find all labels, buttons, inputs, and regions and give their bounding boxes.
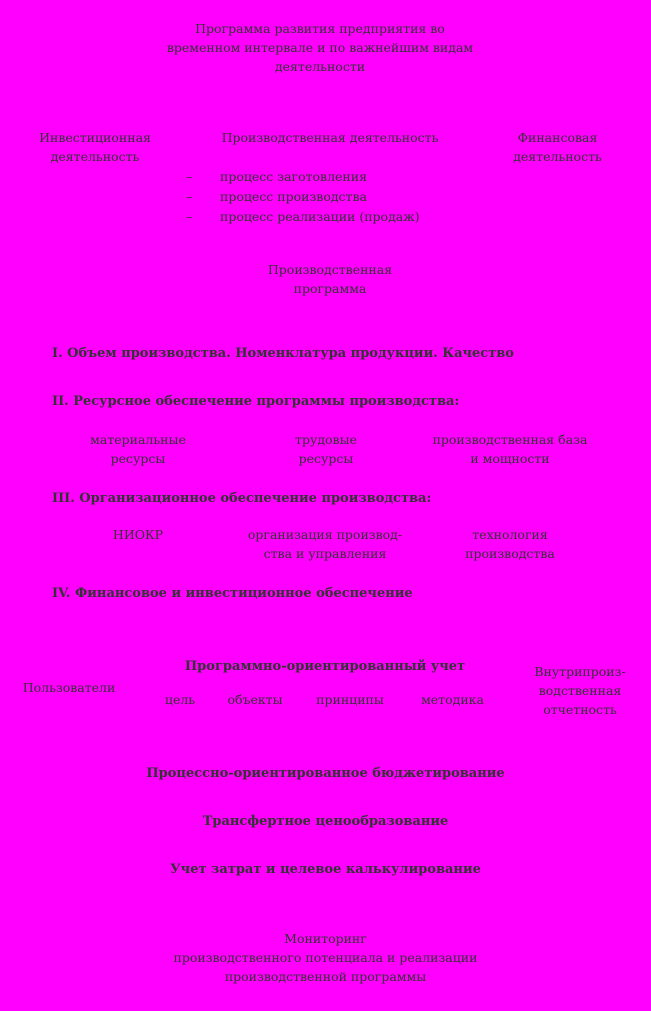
labor-line-1: трудовые xyxy=(295,432,357,447)
rnd-item xyxy=(88,525,188,544)
process-budgeting: Процессно-ориентированное бюджетирование xyxy=(146,766,505,781)
investment-activity xyxy=(20,128,170,166)
financial-line-2: деятельность xyxy=(513,149,602,164)
technology-line-1: технология xyxy=(472,527,548,542)
financial-activity xyxy=(490,128,625,166)
organization-line-1: организация производ- xyxy=(247,527,403,542)
program-line-1: Производственная xyxy=(267,262,393,277)
organization-line-2: ства и управления xyxy=(263,546,387,561)
investment-line-1: Инвестиционная xyxy=(39,130,151,145)
accounting-goal: цель xyxy=(164,692,196,707)
labor-line-2: ресурсы xyxy=(298,451,354,466)
base-line-2: и мощности xyxy=(470,451,550,466)
section-3-heading: III. Организационное обеспечение производства: xyxy=(52,491,432,506)
title-line-3: деятельности xyxy=(274,59,366,74)
monitoring xyxy=(0,929,651,986)
material-resources xyxy=(68,430,208,468)
rnd-line-1: НИОКР xyxy=(112,527,164,542)
reporting-line-3: отчетность xyxy=(543,702,617,717)
title-line-1: Программа развития предприятия во xyxy=(195,21,445,36)
financial-line-1: Финансовая xyxy=(517,130,598,145)
dash-bullet: – xyxy=(186,209,193,224)
dash-bullet: – xyxy=(186,169,193,184)
investment-line-2: деятельность xyxy=(50,149,140,164)
monitoring-line-1: Мониторинг xyxy=(284,931,367,946)
title-line-2: временном интервале и по важнейшим видам xyxy=(166,40,474,55)
internal-reporting xyxy=(520,662,640,719)
labor-resources xyxy=(256,430,396,468)
reporting-line-1: Внутрипроиз- xyxy=(534,664,626,679)
transfer-pricing: Трансфертное ценообразование xyxy=(202,814,449,829)
production-activity xyxy=(205,128,455,147)
process-item-label: процесс производства xyxy=(220,189,367,204)
section-2-heading: II. Ресурсное обеспечение программы производства: xyxy=(52,394,460,409)
production-label: Производственная деятельность xyxy=(221,130,439,145)
accounting-principles: принципы xyxy=(316,692,384,707)
reporting-line-2: водственная xyxy=(538,683,622,698)
technology-line-2: производства xyxy=(465,546,555,561)
cost-accounting: Учет затрат и целевое калькулирование xyxy=(170,862,481,877)
production-program xyxy=(250,260,410,298)
process-item-label: процесс реализации (продаж) xyxy=(220,209,420,224)
monitoring-line-3: производственной программы xyxy=(224,969,427,984)
production-base xyxy=(420,430,600,468)
base-line-1: производственная база xyxy=(432,432,588,447)
dash-bullet: – xyxy=(186,189,193,204)
program-line-2: программа xyxy=(293,281,367,296)
material-line-1: материальные xyxy=(90,432,186,447)
organization-item xyxy=(235,525,415,563)
section-1-heading: I. Объем производства. Номенклатура продукции. Качество xyxy=(52,346,514,361)
accounting-objects: объекты xyxy=(227,692,283,707)
section-4-heading: IV. Финансовое и инвестиционное обеспечение xyxy=(52,586,413,601)
users-label: Пользователи xyxy=(22,680,116,695)
accounting-methodology: методика xyxy=(421,692,484,707)
monitoring-line-2: производственного потенциала и реализации xyxy=(173,950,478,965)
process-item-label: процесс заготовления xyxy=(220,169,367,184)
technology-item xyxy=(440,525,580,563)
page-title xyxy=(0,19,640,76)
accounting-title: Программно-ориентированный учет xyxy=(184,659,466,674)
material-line-2: ресурсы xyxy=(110,451,166,466)
